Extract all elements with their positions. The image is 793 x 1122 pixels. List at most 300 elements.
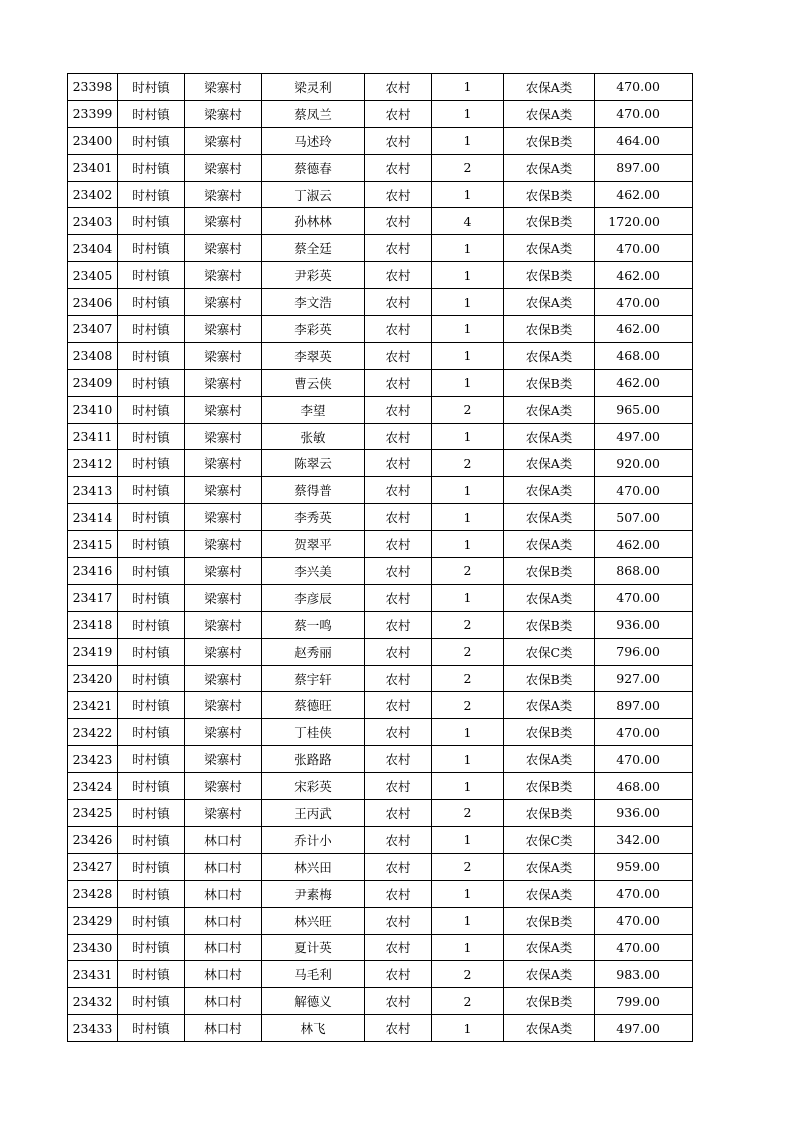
table-cell-amount: 1720.00 <box>595 208 693 235</box>
table-cell-id: 23426 <box>68 826 118 853</box>
table-cell-name: 林兴旺 <box>262 907 365 934</box>
table-cell-village: 梁寨村 <box>185 504 262 531</box>
table-cell-id: 23423 <box>68 746 118 773</box>
table-cell-village: 梁寨村 <box>185 369 262 396</box>
table-cell-town: 时村镇 <box>118 988 185 1015</box>
table-row <box>68 477 693 504</box>
table-cell-count: 2 <box>432 558 504 585</box>
table-cell-name: 马述玲 <box>262 127 365 154</box>
table-cell-count: 2 <box>432 800 504 827</box>
table-cell-id: 23415 <box>68 531 118 558</box>
table-cell-amount: 462.00 <box>595 369 693 396</box>
table-cell-category: 农保A类 <box>504 396 595 423</box>
table-cell-count: 4 <box>432 208 504 235</box>
table-row <box>68 826 693 853</box>
table-cell-type: 农村 <box>365 853 432 880</box>
table-cell-town: 时村镇 <box>118 477 185 504</box>
table-cell-town: 时村镇 <box>118 181 185 208</box>
table-cell-amount: 799.00 <box>595 988 693 1015</box>
table-cell-id: 23410 <box>68 396 118 423</box>
table-body <box>68 74 693 1042</box>
table-cell-category: 农保B类 <box>504 800 595 827</box>
table-cell-town: 时村镇 <box>118 289 185 316</box>
table-cell-category: 农保B类 <box>504 181 595 208</box>
table-cell-id: 23405 <box>68 262 118 289</box>
table-cell-name: 林兴田 <box>262 853 365 880</box>
table-cell-name: 李望 <box>262 396 365 423</box>
table-cell-village: 梁寨村 <box>185 531 262 558</box>
table-cell-amount: 470.00 <box>595 74 693 101</box>
table-cell-town: 时村镇 <box>118 826 185 853</box>
table-cell-name: 李秀英 <box>262 504 365 531</box>
table-cell-count: 1 <box>432 127 504 154</box>
table-cell-count: 1 <box>432 369 504 396</box>
table-cell-count: 1 <box>432 477 504 504</box>
table-cell-village: 梁寨村 <box>185 181 262 208</box>
table-cell-id: 23402 <box>68 181 118 208</box>
table-cell-amount: 462.00 <box>595 531 693 558</box>
table-cell-type: 农村 <box>365 826 432 853</box>
table-cell-village: 梁寨村 <box>185 692 262 719</box>
table-cell-id: 23399 <box>68 100 118 127</box>
table-cell-id: 23409 <box>68 369 118 396</box>
table-cell-name: 解德义 <box>262 988 365 1015</box>
table-cell-type: 农村 <box>365 154 432 181</box>
table-cell-type: 农村 <box>365 638 432 665</box>
table-row <box>68 100 693 127</box>
table-cell-town: 时村镇 <box>118 665 185 692</box>
table-cell-amount: 470.00 <box>595 934 693 961</box>
table-cell-amount: 868.00 <box>595 558 693 585</box>
table-cell-category: 农保A类 <box>504 880 595 907</box>
table-cell-town: 时村镇 <box>118 235 185 262</box>
table-cell-count: 1 <box>432 100 504 127</box>
table-cell-category: 农保B类 <box>504 316 595 343</box>
table-cell-town: 时村镇 <box>118 450 185 477</box>
table-cell-amount: 468.00 <box>595 773 693 800</box>
table-cell-name: 夏计英 <box>262 934 365 961</box>
table-cell-type: 农村 <box>365 665 432 692</box>
table-cell-type: 农村 <box>365 719 432 746</box>
table-cell-count: 1 <box>432 262 504 289</box>
table-cell-amount: 959.00 <box>595 853 693 880</box>
table-cell-count: 2 <box>432 450 504 477</box>
table-row <box>68 800 693 827</box>
table-row <box>68 262 693 289</box>
table-cell-town: 时村镇 <box>118 342 185 369</box>
table-cell-name: 梁灵利 <box>262 74 365 101</box>
table-cell-category: 农保A类 <box>504 477 595 504</box>
table-cell-name: 蔡德春 <box>262 154 365 181</box>
table-cell-id: 23400 <box>68 127 118 154</box>
table-cell-category: 农保B类 <box>504 719 595 746</box>
table-cell-town: 时村镇 <box>118 934 185 961</box>
table-cell-category: 农保B类 <box>504 208 595 235</box>
table-cell-count: 2 <box>432 853 504 880</box>
table-cell-amount: 470.00 <box>595 584 693 611</box>
table-cell-id: 23424 <box>68 773 118 800</box>
table-cell-count: 1 <box>432 584 504 611</box>
table-cell-amount: 936.00 <box>595 800 693 827</box>
table-cell-amount: 497.00 <box>595 423 693 450</box>
table-cell-id: 23430 <box>68 934 118 961</box>
table-cell-id: 23412 <box>68 450 118 477</box>
table-cell-count: 1 <box>432 74 504 101</box>
table-cell-category: 农保A类 <box>504 692 595 719</box>
table-cell-type: 农村 <box>365 1015 432 1042</box>
table-cell-id: 23418 <box>68 611 118 638</box>
table-cell-town: 时村镇 <box>118 1015 185 1042</box>
table-row <box>68 74 693 101</box>
table-row <box>68 988 693 1015</box>
table-cell-count: 1 <box>432 342 504 369</box>
table-cell-name: 李文浩 <box>262 289 365 316</box>
table-cell-town: 时村镇 <box>118 396 185 423</box>
table-cell-name: 贺翠平 <box>262 531 365 558</box>
table-row <box>68 880 693 907</box>
table-cell-id: 23427 <box>68 853 118 880</box>
table-cell-name: 张路路 <box>262 746 365 773</box>
table-cell-id: 23433 <box>68 1015 118 1042</box>
table-row <box>68 289 693 316</box>
table-cell-town: 时村镇 <box>118 584 185 611</box>
table-row <box>68 450 693 477</box>
table-cell-name: 丁桂侠 <box>262 719 365 746</box>
table-cell-count: 1 <box>432 316 504 343</box>
table-cell-village: 梁寨村 <box>185 74 262 101</box>
table-cell-town: 时村镇 <box>118 531 185 558</box>
table-cell-amount: 796.00 <box>595 638 693 665</box>
table-cell-count: 1 <box>432 934 504 961</box>
table-cell-count: 1 <box>432 531 504 558</box>
data-table <box>67 73 693 1042</box>
table-cell-category: 农保C类 <box>504 826 595 853</box>
table-cell-village: 梁寨村 <box>185 773 262 800</box>
table-cell-category: 农保A类 <box>504 1015 595 1042</box>
table-cell-amount: 897.00 <box>595 154 693 181</box>
table-cell-id: 23428 <box>68 880 118 907</box>
table-cell-name: 蔡德旺 <box>262 692 365 719</box>
table-cell-id: 23408 <box>68 342 118 369</box>
table-cell-amount: 927.00 <box>595 665 693 692</box>
table-cell-village: 梁寨村 <box>185 289 262 316</box>
table-cell-id: 23407 <box>68 316 118 343</box>
table-cell-category: 农保A类 <box>504 342 595 369</box>
table-cell-amount: 462.00 <box>595 316 693 343</box>
table-cell-id: 23425 <box>68 800 118 827</box>
table-cell-village: 梁寨村 <box>185 611 262 638</box>
table-cell-count: 1 <box>432 746 504 773</box>
table-cell-count: 1 <box>432 423 504 450</box>
table-cell-id: 23419 <box>68 638 118 665</box>
table-cell-category: 农保B类 <box>504 262 595 289</box>
table-row <box>68 692 693 719</box>
table-cell-town: 时村镇 <box>118 800 185 827</box>
table-cell-town: 时村镇 <box>118 100 185 127</box>
table-row <box>68 369 693 396</box>
table-cell-amount: 897.00 <box>595 692 693 719</box>
table-cell-town: 时村镇 <box>118 423 185 450</box>
table-cell-count: 2 <box>432 692 504 719</box>
table-cell-amount: 920.00 <box>595 450 693 477</box>
table-cell-name: 陈翠云 <box>262 450 365 477</box>
table-cell-name: 蔡凤兰 <box>262 100 365 127</box>
table-row <box>68 396 693 423</box>
table-cell-amount: 983.00 <box>595 961 693 988</box>
table-cell-village: 林口村 <box>185 1015 262 1042</box>
table-cell-category: 农保A类 <box>504 423 595 450</box>
table-cell-village: 梁寨村 <box>185 396 262 423</box>
table-row <box>68 638 693 665</box>
table-cell-category: 农保A类 <box>504 74 595 101</box>
table-cell-village: 梁寨村 <box>185 800 262 827</box>
table-cell-category: 农保B类 <box>504 988 595 1015</box>
table-cell-village: 梁寨村 <box>185 208 262 235</box>
table-cell-type: 农村 <box>365 342 432 369</box>
table-cell-type: 农村 <box>365 235 432 262</box>
table-cell-village: 林口村 <box>185 961 262 988</box>
table-row <box>68 961 693 988</box>
table-cell-name: 蔡一鸣 <box>262 611 365 638</box>
table-cell-village: 梁寨村 <box>185 316 262 343</box>
table-cell-type: 农村 <box>365 988 432 1015</box>
table-cell-id: 23431 <box>68 961 118 988</box>
table-cell-name: 蔡宇轩 <box>262 665 365 692</box>
table-row <box>68 235 693 262</box>
table-cell-count: 1 <box>432 235 504 262</box>
table-cell-amount: 462.00 <box>595 181 693 208</box>
table-cell-name: 孙林林 <box>262 208 365 235</box>
table-cell-village: 林口村 <box>185 826 262 853</box>
table-cell-type: 农村 <box>365 369 432 396</box>
table-cell-category: 农保B类 <box>504 369 595 396</box>
table-cell-type: 农村 <box>365 127 432 154</box>
table-cell-type: 农村 <box>365 692 432 719</box>
table-cell-town: 时村镇 <box>118 74 185 101</box>
table-cell-type: 农村 <box>365 746 432 773</box>
table-cell-name: 王丙武 <box>262 800 365 827</box>
table-cell-type: 农村 <box>365 181 432 208</box>
table-row <box>68 504 693 531</box>
table-row <box>68 611 693 638</box>
table-row <box>68 531 693 558</box>
table-cell-name: 张敏 <box>262 423 365 450</box>
table-cell-type: 农村 <box>365 961 432 988</box>
table-cell-count: 2 <box>432 396 504 423</box>
table-cell-amount: 470.00 <box>595 880 693 907</box>
table-cell-village: 林口村 <box>185 880 262 907</box>
table-cell-id: 23406 <box>68 289 118 316</box>
table-row <box>68 773 693 800</box>
table-cell-town: 时村镇 <box>118 154 185 181</box>
table-row <box>68 558 693 585</box>
table-cell-category: 农保A类 <box>504 746 595 773</box>
table-cell-id: 23413 <box>68 477 118 504</box>
table-cell-type: 农村 <box>365 100 432 127</box>
table-cell-village: 梁寨村 <box>185 584 262 611</box>
table-cell-amount: 470.00 <box>595 746 693 773</box>
table-cell-category: 农保B类 <box>504 127 595 154</box>
table-cell-town: 时村镇 <box>118 773 185 800</box>
table-cell-count: 1 <box>432 907 504 934</box>
table-cell-town: 时村镇 <box>118 880 185 907</box>
table-cell-type: 农村 <box>365 773 432 800</box>
table-cell-village: 梁寨村 <box>185 154 262 181</box>
table-cell-name: 宋彩英 <box>262 773 365 800</box>
table-cell-count: 2 <box>432 988 504 1015</box>
table-cell-village: 林口村 <box>185 934 262 961</box>
table-cell-type: 农村 <box>365 584 432 611</box>
table-cell-type: 农村 <box>365 289 432 316</box>
table-cell-village: 梁寨村 <box>185 450 262 477</box>
table-cell-name: 丁淑云 <box>262 181 365 208</box>
table-cell-village: 梁寨村 <box>185 638 262 665</box>
table-cell-town: 时村镇 <box>118 316 185 343</box>
table-cell-amount: 507.00 <box>595 504 693 531</box>
table-cell-category: 农保C类 <box>504 638 595 665</box>
table-row <box>68 208 693 235</box>
table-row <box>68 181 693 208</box>
table-cell-town: 时村镇 <box>118 746 185 773</box>
table-cell-category: 农保A类 <box>504 235 595 262</box>
table-cell-name: 乔计小 <box>262 826 365 853</box>
table-cell-amount: 470.00 <box>595 235 693 262</box>
table-cell-category: 农保A类 <box>504 531 595 558</box>
table-row <box>68 154 693 181</box>
table-cell-village: 梁寨村 <box>185 342 262 369</box>
table-cell-village: 梁寨村 <box>185 719 262 746</box>
table-cell-type: 农村 <box>365 477 432 504</box>
table-row <box>68 746 693 773</box>
table-cell-count: 1 <box>432 1015 504 1042</box>
table-cell-category: 农保A类 <box>504 961 595 988</box>
table-cell-id: 23401 <box>68 154 118 181</box>
table-cell-count: 1 <box>432 880 504 907</box>
table-cell-type: 农村 <box>365 262 432 289</box>
table-cell-category: 农保B类 <box>504 907 595 934</box>
table-cell-count: 2 <box>432 154 504 181</box>
table-cell-village: 梁寨村 <box>185 558 262 585</box>
table-row <box>68 907 693 934</box>
table-cell-name: 林飞 <box>262 1015 365 1042</box>
table-cell-count: 1 <box>432 826 504 853</box>
table-cell-amount: 470.00 <box>595 907 693 934</box>
table-cell-town: 时村镇 <box>118 127 185 154</box>
table-row <box>68 342 693 369</box>
table-cell-count: 1 <box>432 289 504 316</box>
table-cell-category: 农保A类 <box>504 100 595 127</box>
table-cell-town: 时村镇 <box>118 611 185 638</box>
table-cell-type: 农村 <box>365 934 432 961</box>
table-cell-amount: 470.00 <box>595 100 693 127</box>
table-cell-village: 梁寨村 <box>185 235 262 262</box>
table-cell-type: 农村 <box>365 504 432 531</box>
table-cell-type: 农村 <box>365 880 432 907</box>
table-row <box>68 719 693 746</box>
table-cell-name: 尹素梅 <box>262 880 365 907</box>
table-cell-category: 农保B类 <box>504 611 595 638</box>
table-cell-amount: 936.00 <box>595 611 693 638</box>
table-cell-village: 林口村 <box>185 988 262 1015</box>
table-cell-amount: 462.00 <box>595 262 693 289</box>
table-cell-id: 23414 <box>68 504 118 531</box>
table-cell-village: 梁寨村 <box>185 127 262 154</box>
table-cell-category: 农保A类 <box>504 154 595 181</box>
table-cell-category: 农保B类 <box>504 665 595 692</box>
table-cell-town: 时村镇 <box>118 558 185 585</box>
table-cell-count: 2 <box>432 638 504 665</box>
table-cell-name: 李彩英 <box>262 316 365 343</box>
table-cell-id: 23432 <box>68 988 118 1015</box>
table-cell-village: 梁寨村 <box>185 477 262 504</box>
table-cell-town: 时村镇 <box>118 907 185 934</box>
table-cell-type: 农村 <box>365 558 432 585</box>
table-cell-id: 23429 <box>68 907 118 934</box>
table-cell-id: 23398 <box>68 74 118 101</box>
table-cell-type: 农村 <box>365 450 432 477</box>
table-cell-type: 农村 <box>365 907 432 934</box>
table-cell-type: 农村 <box>365 316 432 343</box>
table-cell-type: 农村 <box>365 423 432 450</box>
table-cell-town: 时村镇 <box>118 853 185 880</box>
table-cell-id: 23404 <box>68 235 118 262</box>
table-cell-category: 农保B类 <box>504 558 595 585</box>
table-cell-type: 农村 <box>365 74 432 101</box>
table-cell-name: 曹云侠 <box>262 369 365 396</box>
table-cell-name: 李兴美 <box>262 558 365 585</box>
table-cell-count: 1 <box>432 504 504 531</box>
table-cell-id: 23403 <box>68 208 118 235</box>
table-cell-town: 时村镇 <box>118 719 185 746</box>
table-cell-count: 2 <box>432 611 504 638</box>
table-cell-village: 梁寨村 <box>185 746 262 773</box>
table-cell-category: 农保A类 <box>504 504 595 531</box>
table-cell-type: 农村 <box>365 800 432 827</box>
table-cell-type: 农村 <box>365 396 432 423</box>
table-row <box>68 127 693 154</box>
table-cell-town: 时村镇 <box>118 961 185 988</box>
table-cell-village: 梁寨村 <box>185 423 262 450</box>
table-cell-type: 农村 <box>365 611 432 638</box>
table-cell-amount: 342.00 <box>595 826 693 853</box>
table-cell-count: 2 <box>432 665 504 692</box>
table-cell-type: 农村 <box>365 531 432 558</box>
table-cell-amount: 468.00 <box>595 342 693 369</box>
table-row <box>68 665 693 692</box>
table-cell-town: 时村镇 <box>118 692 185 719</box>
table-cell-town: 时村镇 <box>118 369 185 396</box>
table-cell-id: 23421 <box>68 692 118 719</box>
table-cell-village: 梁寨村 <box>185 665 262 692</box>
table-cell-count: 1 <box>432 181 504 208</box>
table-row <box>68 934 693 961</box>
table-cell-amount: 470.00 <box>595 719 693 746</box>
table-cell-village: 林口村 <box>185 907 262 934</box>
table-cell-village: 林口村 <box>185 853 262 880</box>
table-row <box>68 584 693 611</box>
table-row <box>68 316 693 343</box>
table-cell-name: 李彦辰 <box>262 584 365 611</box>
table-cell-town: 时村镇 <box>118 638 185 665</box>
table-cell-id: 23411 <box>68 423 118 450</box>
table-cell-amount: 965.00 <box>595 396 693 423</box>
table-cell-id: 23420 <box>68 665 118 692</box>
table-cell-count: 2 <box>432 961 504 988</box>
table-cell-category: 农保A类 <box>504 853 595 880</box>
table-cell-village: 梁寨村 <box>185 100 262 127</box>
table-cell-type: 农村 <box>365 208 432 235</box>
table-cell-category: 农保A类 <box>504 289 595 316</box>
